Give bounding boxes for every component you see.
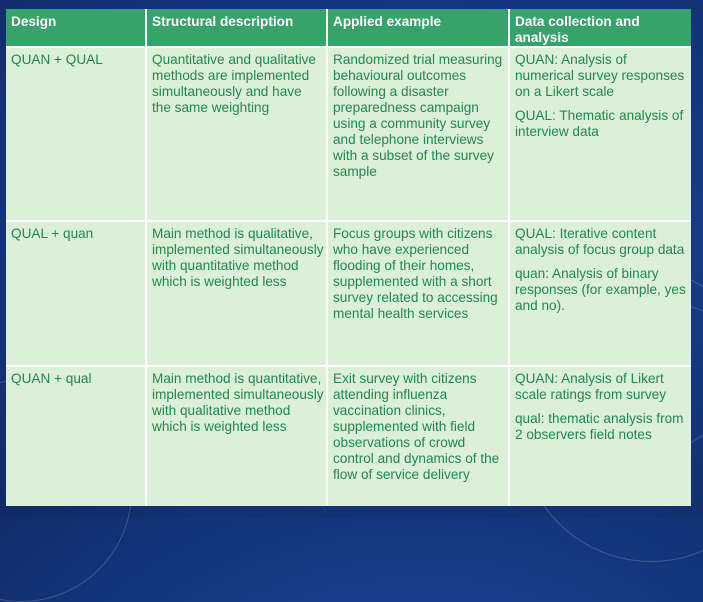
cell-applied-example: Exit survey with citizens attending influenza vaccination clinics, supplemented with field observations of crowd control and dynamics of the flow of service delivery <box>327 366 509 506</box>
cell-design: QUAN + qual <box>6 366 146 506</box>
analysis-paragraph: QUAN: Analysis of numerical survey responses on a Likert scale <box>515 52 685 99</box>
analysis-paragraph: qual: thematic analysis from 2 observers field notes <box>515 411 684 442</box>
mixed-methods-design-table <box>6 9 691 506</box>
cell-structural-description: Quantitative and qualitative methods are implemented simultaneously and have the same weighting <box>146 47 327 221</box>
header-structural-description: Structural description <box>146 9 327 47</box>
table-row <box>6 221 691 366</box>
cell-applied-example: Focus groups with citizens who have experienced flooding of their homes, supplemented with a short survey related to accessing mental health services <box>327 221 509 366</box>
cell-design: QUAL + quan <box>6 221 146 366</box>
cell-data-collection-analysis <box>509 366 691 506</box>
cell-data-collection-analysis <box>509 47 691 221</box>
table-row <box>6 47 691 221</box>
cell-structural-description: Main method is quantitative, implemented simultaneously with qualitative method which is weighted less <box>146 366 327 506</box>
header-data-collection-analysis: Data collection and analysis <box>509 9 691 47</box>
header-applied-example: Applied example <box>327 9 509 47</box>
cell-applied-example: Randomized trial measuring behavioural outcomes following a disaster preparedness campaign using a community survey and telephone interviews with a subset of the survey sample <box>327 47 509 221</box>
table-row <box>6 366 691 506</box>
analysis-paragraph: quan: Analysis of binary responses (for example, yes and no). <box>515 266 686 313</box>
analysis-paragraph: QUAL: Thematic analysis of interview data <box>515 108 684 139</box>
cell-data-collection-analysis <box>509 221 691 366</box>
analysis-paragraph: QUAL: Iterative content analysis of focus group data <box>515 226 685 257</box>
cell-design: QUAN + QUAL <box>6 47 146 221</box>
table-header-row <box>6 9 691 47</box>
header-design: Design <box>6 9 146 47</box>
cell-structural-description: Main method is qualitative, implemented simultaneously with quantitative method which is weighted less <box>146 221 327 366</box>
analysis-paragraph: QUAN: Analysis of Likert scale ratings from survey <box>515 371 667 402</box>
